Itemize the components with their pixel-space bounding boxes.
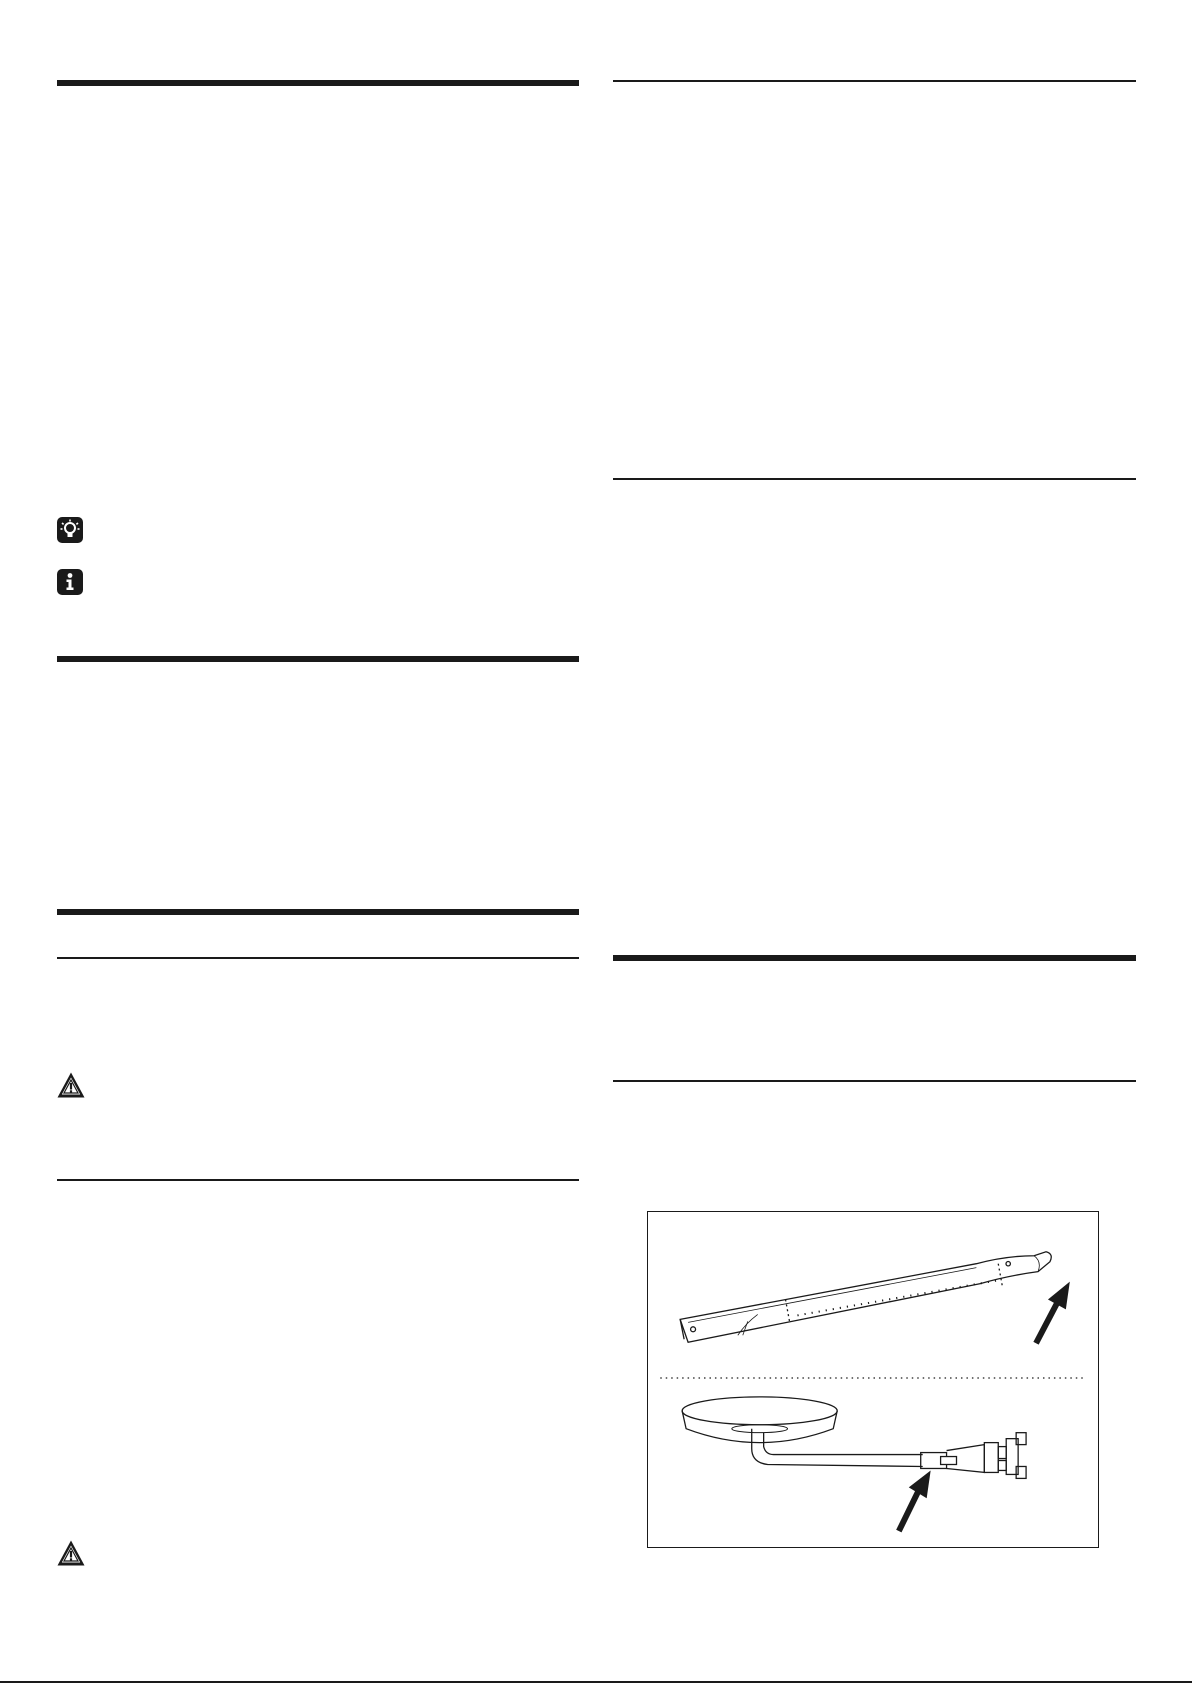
subsection-rule-right-3 xyxy=(613,1080,1136,1082)
lightbulb-icon xyxy=(57,517,83,543)
subsection-rule-left-1 xyxy=(57,957,579,959)
info-icon xyxy=(57,569,83,595)
arrow-icon xyxy=(899,1470,931,1531)
subsection-rule-left-2 xyxy=(57,1179,579,1181)
section-rule-left-2 xyxy=(57,656,579,662)
subsection-rule-right-2 xyxy=(613,478,1136,480)
burner-drawing xyxy=(648,1212,1098,1547)
burner-illustration xyxy=(647,1211,1099,1548)
section-rule-left-3 xyxy=(57,909,579,915)
section-rule-left-1 xyxy=(57,80,579,86)
tube-burner xyxy=(680,1252,1051,1342)
round-burner-with-venturi xyxy=(682,1397,1026,1479)
page-bottom-rule xyxy=(0,1681,1192,1683)
warning-triangle-icon xyxy=(56,1539,86,1567)
arrow-icon xyxy=(1036,1282,1070,1344)
section-rule-right-1 xyxy=(613,955,1136,961)
warning-triangle-icon xyxy=(56,1071,86,1099)
subsection-rule-right-1 xyxy=(613,80,1136,82)
